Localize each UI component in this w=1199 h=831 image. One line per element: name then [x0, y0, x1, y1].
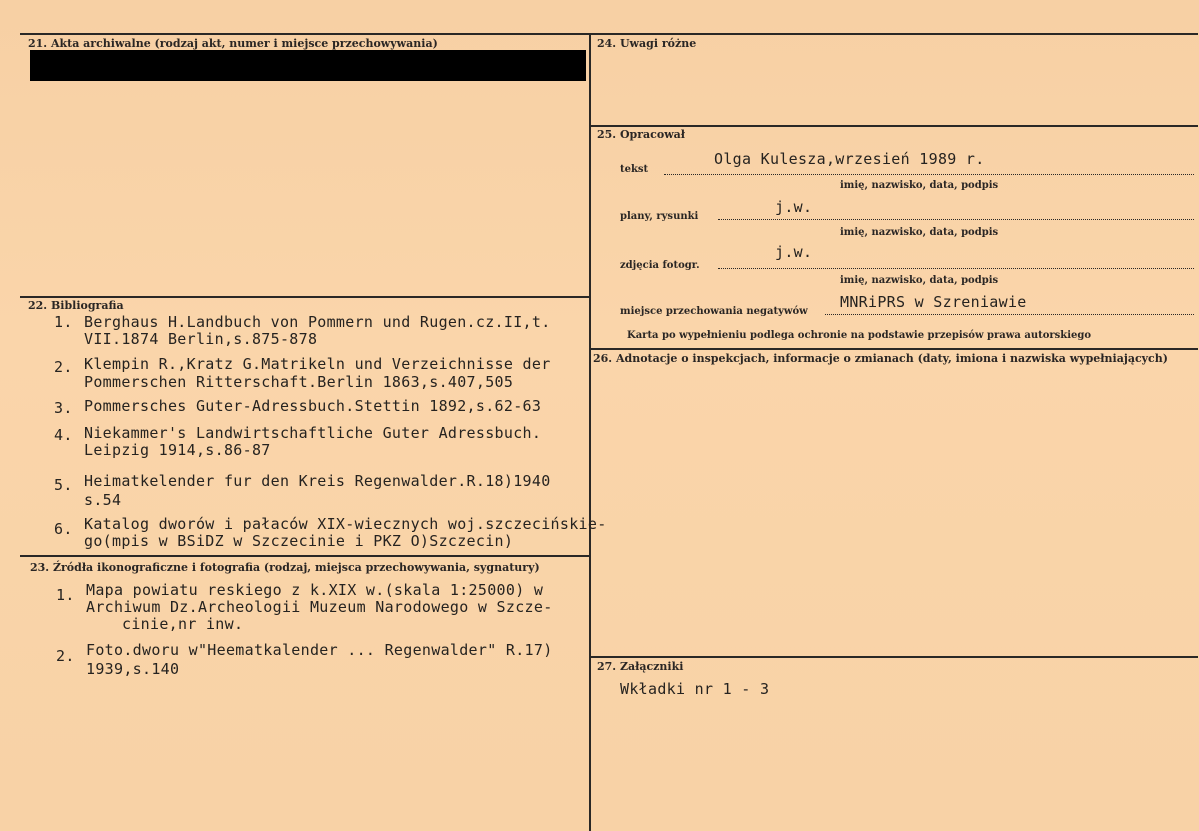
bib-5-line-2: s.54 — [84, 491, 122, 509]
bib-1-num: 1. — [54, 313, 73, 331]
column-divider — [589, 33, 591, 831]
icon-2-line-1: Foto.dworu w"Heematkalender ... Regenwalder" R.17) — [86, 641, 553, 659]
section-27-label: 27. Załączniki — [597, 660, 684, 673]
bib-4-line-1: Niekammer's Landwirtschaftliche Guter Adressbuch. — [84, 424, 542, 442]
plany-dotline — [718, 219, 1194, 220]
bib-3-line-1: Pommersches Guter-Adressbuch.Stettin 1892,s.62-63 — [84, 397, 542, 415]
zdjecia-label: zdjęcia fotogr. — [620, 260, 700, 271]
section-26-label: 26. Adnotacje o inspekcjach, informacje o zmianach (daty, imiona i nazwiska wypełniających) — [593, 352, 1168, 365]
plany-caption: imię, nazwisko, data, podpis — [840, 227, 999, 238]
negatywy-label: miejsce przechowania negatywów — [620, 306, 808, 317]
rule-25-26 — [589, 348, 1198, 350]
section-22-label: 22. Bibliografia — [28, 299, 124, 312]
copyright-note: Karta po wypełnieniu podlega ochronie na podstawie przepisów prawa autorskiego — [627, 330, 1092, 341]
bib-1-line-2: VII.1874 Berlin,s.875-878 — [84, 330, 318, 348]
zalaczniki-value: Wkładki nr 1 - 3 — [620, 680, 770, 698]
tekst-caption: imię, nazwisko, data, podpis — [840, 180, 999, 191]
bib-4-num: 4. — [54, 426, 73, 444]
icon-2-num: 2. — [56, 647, 75, 665]
bib-2-line-1: Klempin R.,Kratz G.Matrikeln und Verzeichnisse der — [84, 355, 551, 373]
bib-3-num: 3. — [54, 399, 73, 417]
zdjecia-value: j.w. — [775, 243, 813, 261]
bib-6-line-2: go(mpis w BSiDZ w Szczecinie i PKZ O)Szczecin) — [84, 532, 514, 550]
negatywy-value: MNRiPRS w Szreniawie — [840, 293, 1027, 311]
redaction-bar — [30, 50, 586, 81]
tekst-value: Olga Kulesza,wrzesień 1989 r. — [714, 150, 985, 168]
negatywy-dotline — [825, 314, 1194, 315]
bib-2-line-2: Pommerschen Ritterschaft.Berlin 1863,s.407,505 — [84, 373, 514, 391]
plany-label: plany, rysunki — [620, 211, 699, 222]
section-21-label: 21. Akta archiwalne (rodzaj akt, numer i miejsce przechowywania) — [28, 37, 438, 50]
icon-1-num: 1. — [56, 586, 75, 604]
icon-1-line-1: Mapa powiatu reskiego z k.XIX w.(skala 1:25000) w — [86, 581, 544, 599]
bib-5-num: 5. — [54, 476, 73, 494]
section-23-label: 23. Źródła ikonograficzne i fotografia (rodzaj, miejsca przechowywania, sygnatury) — [30, 561, 540, 574]
tekst-dotline — [664, 174, 1194, 175]
section-24-label: 24. Uwagi różne — [597, 37, 697, 50]
icon-2-line-2: 1939,s.140 — [86, 660, 180, 678]
tekst-label: tekst — [620, 164, 649, 175]
rule-26-27 — [589, 656, 1198, 658]
icon-1-line-2: Archiwum Dz.Archeologii Muzeum Narodowego w Szcze- — [86, 598, 553, 616]
bib-2-num: 2. — [54, 358, 73, 376]
bib-6-line-1: Katalog dworów i pałaców XIX-wiecznych woj.szczecińskie- — [84, 515, 607, 533]
top-rule — [20, 33, 1198, 35]
bib-1-line-1: Berghaus H.Landbuch von Pommern und Rugen.cz.II,t. — [84, 313, 551, 331]
bib-5-line-1: Heimatkelender fur den Kreis Regenwalder.R.18)1940 — [84, 472, 551, 490]
plany-value: j.w. — [775, 198, 813, 216]
section-25-label: 25. Opracował — [597, 128, 686, 141]
zdjecia-dotline — [718, 268, 1194, 269]
icon-1-line-3: cinie,nr inw. — [122, 615, 244, 633]
bib-6-num: 6. — [54, 520, 73, 538]
rule-24-25 — [589, 125, 1198, 127]
rule-22-23 — [20, 555, 589, 557]
zdjecia-caption: imię, nazwisko, data, podpis — [840, 275, 999, 286]
rule-21-22 — [20, 296, 589, 298]
bib-4-line-2: Leipzig 1914,s.86-87 — [84, 441, 271, 459]
